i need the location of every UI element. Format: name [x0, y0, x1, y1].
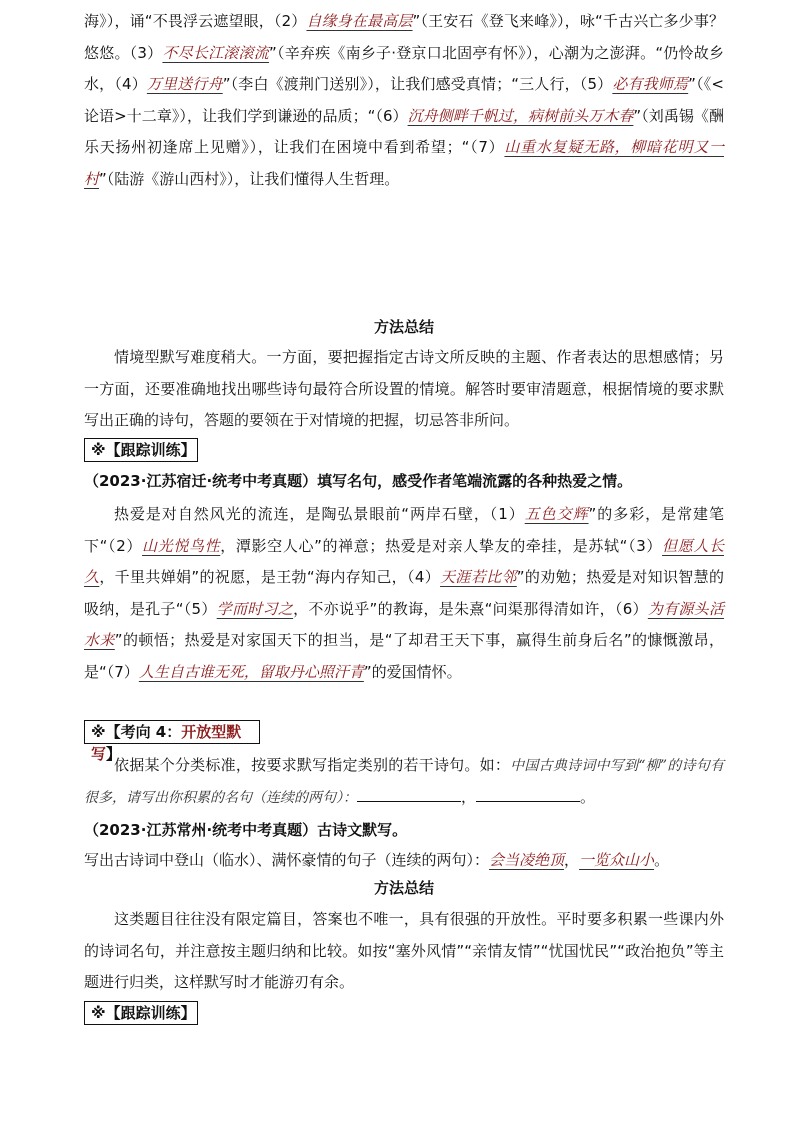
section-prefix: ※【考向 4：: [91, 723, 182, 741]
example-paragraph: [84, 750, 724, 814]
answer-7: 人生自古谁无死，留取丹心照汗青: [138, 662, 364, 681]
text: ”（李白《渡荆门送别》），让我们感受真情；“三人行，（5）: [222, 75, 613, 93]
question-source: （2023·江苏常州·统考中考真题）古诗文默写。: [84, 821, 408, 839]
training-label: ※【跟踪训练】: [84, 438, 198, 462]
answer-1: 会当凌绝顶: [489, 851, 565, 869]
text: ”（辛弃疾《南乡子·登京口北固亭有怀》），心潮为之澎湃。“仍怜故乡水，（4）: [84, 43, 724, 93]
text: ，: [564, 851, 580, 869]
text: 海》），诵“不畏浮云遮望眼，（2）: [84, 12, 307, 30]
answer-2: 自缘身在最高层: [306, 12, 413, 30]
training-label: ※【跟踪训练】: [84, 1001, 198, 1025]
text: ”的劝勉；热爱是对知识智慧的吸纳，是孔子“（5）: [84, 568, 724, 618]
answer-paragraph: [84, 499, 724, 688]
method-summary: 情境型默写难度稍大。一方面，要把握指定古诗文所反映的主题、作者表达的思想感情；另一方面，还要准确地找出哪些诗句最符合所设置的情境。解答时要审清题意，根据情境的要求默写出正确的诗句，答题的要领在于对情境的把握，切忌答非所问。: [84, 348, 724, 429]
text: ”的顿悟；热爱是对家国天下的担当，是“了却君王天下事，赢得生前身后名”的慷慨激昂，是“（7）: [84, 631, 724, 681]
text: 依据某个分类标准，按要求默写指定类别的若干诗句。如：: [114, 756, 511, 774]
text: ”的多彩，是常建笔下“（2）: [84, 505, 724, 555]
answer-6: 沉舟侧畔千帆过，病树前头万木春: [407, 106, 634, 125]
question-source: （2023·江苏宿迁·统考中考真题）填写名句，感受作者笔端流露的各种热爱之情。: [84, 472, 633, 490]
poem-context-paragraph: [84, 6, 724, 195]
text: 热爱是对自然风光的流连，是陶弘景眼前“两岸石壁，（1）: [114, 505, 525, 523]
answer-3: 不尽长江滚滚流: [162, 43, 269, 62]
text: ”（王安石《登飞来峰》），咏“千古兴亡多少事？悠悠。（3）: [84, 12, 724, 62]
text: 写出古诗词中登山（临水）、满怀豪情的句子（连续的两句）：: [84, 851, 490, 869]
text: 。: [580, 788, 596, 806]
text: ”（刘禹锡《酬乐天扬州初逢席上见赠》），让我们在困境中看到希望；“（7）: [84, 106, 724, 156]
example-question: 中国古典诗词中写到“柳”的诗句有很多，请写出你积累的名句（连续的两句）：: [84, 758, 724, 806]
answer-2: 一览众山小: [579, 851, 655, 869]
method-summary: 这类题目往往没有限定篇目，答案也不唯一，具有很强的开放性。平时要多积累一些课内外的诗词名句，并注意按主题归纳和比较。如按“塞外风情”“亲情友情”“忧国忧民”“政治抱负”等主题进行归类，这样默写时才能游刃有余。: [84, 910, 724, 991]
answer-2: 山光悦鸟性: [142, 536, 221, 555]
text: ”（陆游《游山西村》），让我们懂得人生哲理。: [99, 169, 400, 188]
answer-3: 但愿人长久: [84, 536, 724, 586]
section-suffix: 】: [106, 745, 122, 763]
section-heading: 方法总结: [373, 879, 434, 897]
answer-6: 为有源头活水来: [84, 599, 724, 649]
text: 。: [654, 851, 670, 869]
section-title: 开放型默写: [91, 723, 242, 763]
section-heading: 方法总结: [373, 318, 434, 336]
question-line: [84, 845, 724, 875]
text: ”的爱国情怀。: [363, 662, 462, 681]
answer-1: 五色交辉: [524, 505, 589, 523]
text: ”（《<论语>十二章》），让我们学到谦逊的品质；“（6）: [84, 75, 725, 125]
text: ，潭影空人心”的禅意；热爱是对亲人挚友的牵挂，是苏轼“（3）: [220, 536, 663, 555]
answer-5: 必有我师焉: [612, 75, 689, 93]
text: ，不亦说乎”的教诲，是朱熹“问渠那得清如许，（6）: [293, 599, 648, 618]
answer-4: 天涯若比邻: [440, 568, 517, 586]
answer-4: 万里送行舟: [146, 75, 223, 93]
answer-blank-2: [476, 787, 580, 802]
text: ，: [461, 788, 477, 806]
answer-blank-1: [357, 787, 461, 802]
text: ，千里共婵娟”的祝愿，是王勃“海内存知己，（4）: [99, 568, 441, 586]
section-kaoxiang-4: [84, 720, 260, 763]
answer-5: 学而时习之: [216, 599, 294, 618]
answer-7: 山重水复疑无路，柳暗花明又一村: [84, 138, 724, 188]
